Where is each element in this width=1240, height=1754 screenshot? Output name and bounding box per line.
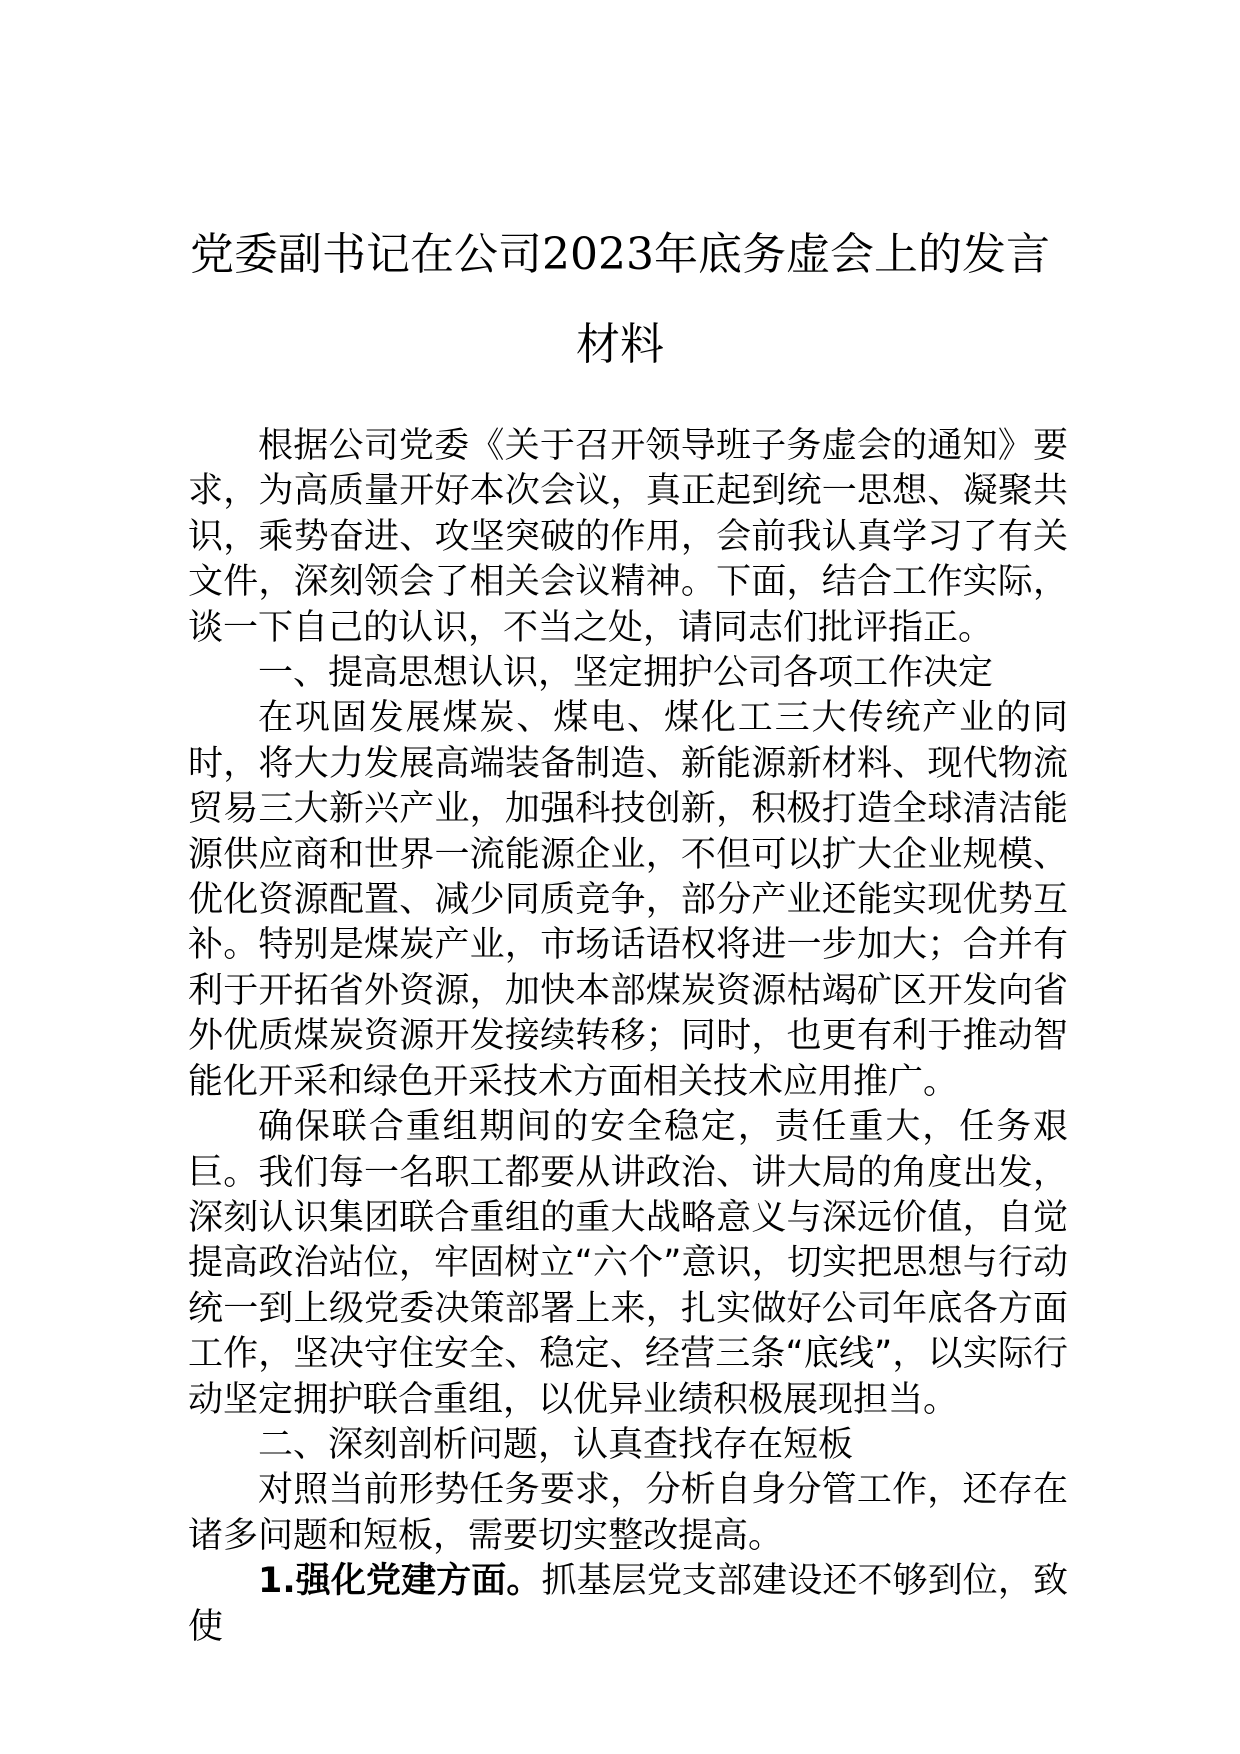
- paragraph-industry: 在巩固发展煤炭、煤电、煤化工三大传统产业的同时，将大力发展高端装备制造、新能源新材料、现代物流贸易三大新兴产业，加强科技创新，积极打造全球清洁能源供应商和世界一流能源企业，不但可以扩大企业规模、优化资源配置、减少同质竞争，部分产业还能实现优势互补。特别是煤炭产业，市场话语权将进一步加大；合并有利于开拓省外资源，加快本部煤炭资源枯竭矿区开发向省外优质煤炭资源开发接续转移；同时，也更有利于推动智能化开采和绿色开采技术方面相关技术应用推广。: [188, 698, 1068, 1102]
- party-building-lead: 1.强化党建方面。: [258, 1561, 542, 1602]
- document-title: 党委副书记在公司2023年底务虚会上的发言材料: [190, 229, 1050, 370]
- section-heading-1: 一、提高思想认识，坚定拥护公司各项工作决定: [258, 653, 994, 694]
- paragraph-stability: 确保联合重组期间的安全稳定，责任重大，任务艰巨。我们每一名职工都要从讲政治、讲大局的角度出发，深刻认识集团联合重组的重大战略意义与深远价值，自觉提高政治站位，牢固树立“六个”意识，切实把思想与行动统一到上级党委决策部署上来，扎实做好公司年底各方面工作，坚决守住安全、稳定、经营三条“底线”，以实际行动坚定拥护联合重组，以优异业绩积极展现担当。: [188, 1107, 1068, 1420]
- document-body: [188, 424, 1068, 1650]
- paragraph-problems: 对照当前形势任务要求，分析自身分管工作，还存在诸多问题和短板，需要切实整改提高。: [188, 1470, 1068, 1556]
- paragraph-party-building: [188, 1559, 1068, 1650]
- party-building-text: 抓基层党支部建设还不够到位，致使: [188, 1561, 1068, 1647]
- paragraph-intro: 根据公司党委《关于召开领导班子务虚会的通知》要求，为高质量开好本次会议，真正起到统一思想、凝聚共识，乘势奋进、攻坚突破的作用，会前我认真学习了有关文件，深刻领会了相关会议精神。下面，结合工作实际，谈一下自己的认识，不当之处，请同志们批评指正。: [188, 426, 1068, 648]
- section-heading-2: 二、深刻剖析问题，认真查找存在短板: [258, 1424, 854, 1465]
